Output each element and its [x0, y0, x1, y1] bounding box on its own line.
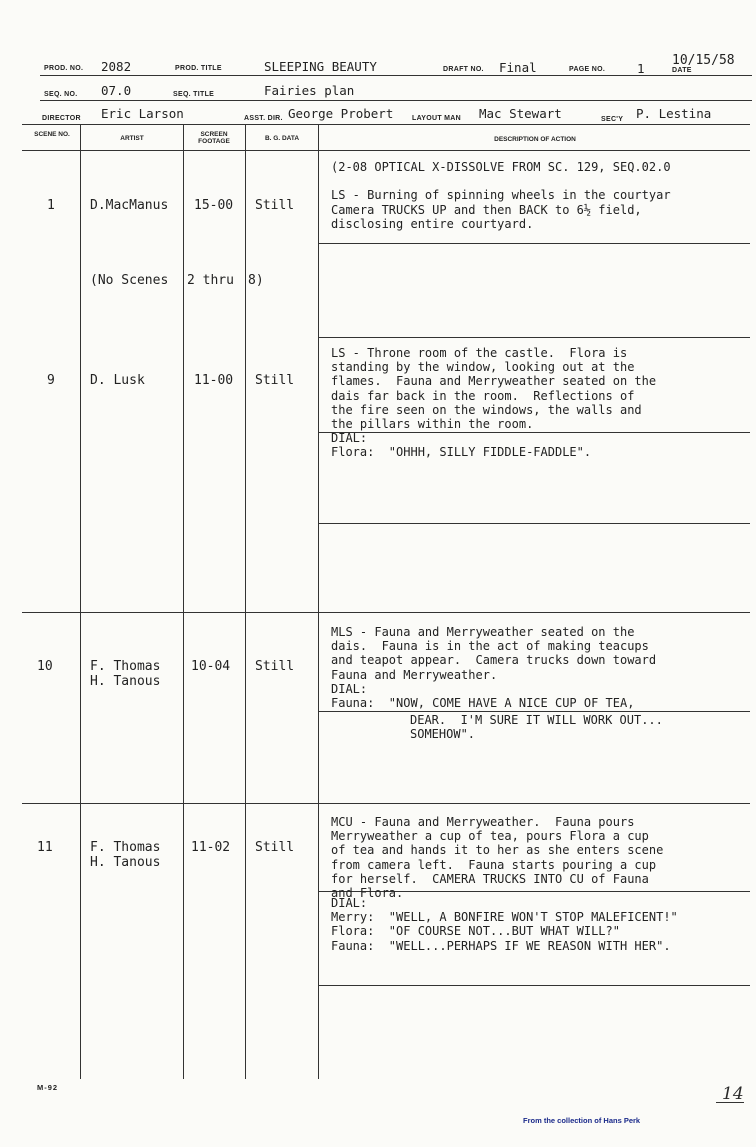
seq-title: Fairies plan [264, 83, 355, 98]
draft-no-label: DRAFT NO. [443, 66, 484, 73]
artist: F. Thomas H. Tanous [90, 840, 161, 870]
dialogue: DIAL: Flora: "OHHH, SILLY FIDDLE-FADDLE". [331, 431, 592, 460]
col-bg-data: B. G. DATA [264, 135, 300, 142]
footage: 10-04 [191, 659, 231, 674]
artist: D.MacManus [90, 198, 169, 213]
seq-no: 07.0 [101, 83, 132, 98]
scene-number: 1 [47, 198, 55, 213]
collection-credit: From the collection of Hans Perk [523, 1116, 641, 1125]
scene-number: 9 [47, 373, 55, 388]
draft-no: Final [499, 60, 537, 75]
director: Eric Larson [101, 106, 184, 121]
bg-data: Still [255, 659, 295, 674]
scene-number: 10 [37, 659, 53, 674]
artist: (No Scenes [90, 273, 169, 288]
dialogue: DEAR. I'M SURE IT WILL WORK OUT... SOMEHOW". [410, 713, 663, 742]
secy: P. Lestina [636, 106, 712, 121]
artist: D. Lusk [90, 373, 145, 388]
layout-man-label: LAYOUT MAN [412, 115, 462, 122]
artist: F. Thomas H. Tanous [90, 659, 161, 689]
action-description: LS - Throne room of the castle. Flora is standing by the window, looking out at the flames. Fauna and Merryweather seated on the dais far back in the room. Reflections of the fire seen on the windows, the walls and the pillars within the room. [331, 346, 657, 432]
asst-dir-label: ASST. DIR. [244, 115, 283, 122]
form-number: M-92 [37, 1083, 59, 1092]
bg-data: Still [255, 373, 295, 388]
date-label: DATE [672, 67, 692, 74]
col-scene-no: SCENE NO. [34, 131, 70, 138]
seq-title-label: SEQ. TITLE [173, 91, 215, 98]
col-artist: ARTIST [120, 135, 144, 142]
handwritten-page-number: 14 [722, 1084, 744, 1104]
bg-data: 8) [248, 273, 264, 288]
col-description: DESCRIPTION OF ACTION [494, 136, 576, 143]
action-description: MLS - Fauna and Merryweather seated on the dais. Fauna is in the act of making teacups and teapot appear. Camera trucks down toward Fauna and Merryweather. DIAL: Fauna: "NOW, COME HAVE A NICE CUP OF TEA, [331, 625, 657, 711]
col-screen-footage: SCREEN FOOTAGE [198, 131, 230, 145]
prod-no: 2082 [101, 59, 132, 74]
prod-title: SLEEPING BEAUTY [264, 59, 377, 74]
prod-title-label: PROD. TITLE [175, 65, 222, 72]
secy-label: SEC'Y [601, 116, 624, 123]
asst-dir: George Probert [288, 106, 394, 121]
action-description: MCU - Fauna and Merryweather. Fauna pours Merryweather a cup of tea, pours Flora a cup of tea and hands it to her as she enters scene from camera left. Fauna starts pouring a cup for herself. CAMERA TRUCKS INTO CU of Fauna and Flora. [331, 815, 664, 901]
page-no-label: PAGE NO. [569, 66, 606, 73]
footage: 15-00 [194, 198, 234, 213]
date: 10/15/58 [672, 53, 735, 68]
bg-data: Still [255, 840, 295, 855]
prod-no-label: PROD. NO. [44, 65, 84, 72]
footage: 11-02 [191, 840, 231, 855]
footage: 11-00 [194, 373, 234, 388]
scene-number: 11 [37, 840, 53, 855]
page-no: 1 [637, 61, 645, 76]
layout-man: Mac Stewart [479, 106, 562, 121]
director-label: DIRECTOR [42, 115, 81, 122]
bg-data: Still [255, 198, 295, 213]
dialogue: DIAL: Merry: "WELL, A BONFIRE WON'T STOP MALEFICENT!" Flora: "OF COURSE NOT...BUT WHAT WILL?" Fauna: "WELL...PERHAPS IF WE REASON WITH HER". [331, 896, 678, 953]
action-description: (2-08 OPTICAL X-DISSOLVE FROM SC. 129, SEQ.02.0 LS - Burning of spinning wheels in the courtyar Camera TRUCKS UP and then BACK to 6½ field, disclosing entire courtyard. [331, 160, 671, 231]
footage: 2 thru [187, 273, 234, 288]
seq-no-label: SEQ. NO. [44, 91, 78, 98]
